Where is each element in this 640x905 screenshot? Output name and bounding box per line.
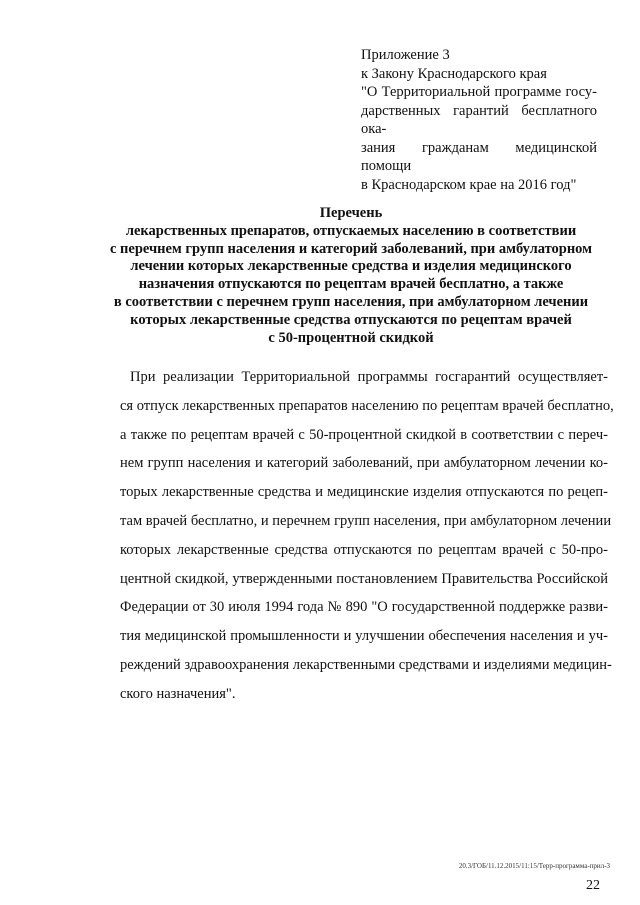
title-line: которых лекарственные средства отпускаются по рецептам врачей <box>130 311 572 328</box>
body-line: При реализации Территориальной программы госгарантий осуществляет- <box>130 369 608 385</box>
appendix-line: "О Территориальной программе госу- <box>361 84 597 100</box>
document-title <box>86 205 616 347</box>
body-line: реждений здравоохранения лекарственными средствами и изделиями медицин- <box>120 656 612 673</box>
title-line: лекарственных препаратов, отпускаемых населению в соответствии <box>125 222 577 239</box>
title-line: с 50-процентной скидкой <box>268 329 434 346</box>
title-line: лечении которых лекарственные средства и изделия медицинского <box>130 258 572 275</box>
body-line: торых лекарственные средства и медицинские изделия отпускаются по рецеп- <box>120 484 608 501</box>
appendix-line: зания гражданам медицинской помощи <box>361 139 597 174</box>
body-line: которых лекарственные средства отпускаются по рецептам врачей с 50-про- <box>120 541 608 558</box>
appendix-line: Приложение 3 <box>361 47 450 63</box>
body-line: там врачей бесплатно, и перечнем групп населения, при амбулаторном лечении <box>120 512 612 529</box>
title-line: назначения отпускаются по рецептам врачей бесплатно, а также <box>138 276 564 293</box>
title-line: в соответствии с перечнем групп населения, при амбулаторном лечении <box>113 293 589 310</box>
appendix-line: в Краснодарском крае на 2016 год" <box>361 176 577 193</box>
page-number: 22 <box>586 878 600 893</box>
body-line: тия медицинской промышленности и улучшении обеспечения населения и уч- <box>120 628 608 645</box>
title-line: Перечень <box>319 205 383 221</box>
appendix-line: дарственных гарантий бесплатного ока- <box>361 102 597 137</box>
body-paragraph <box>120 363 614 709</box>
body-line: а также по рецептам врачей с 50-процентной скидкой в соответствии с переч- <box>120 426 608 443</box>
body-line: ся отпуск лекарственных препаратов населению по рецептам врачей бесплатно, <box>120 397 614 414</box>
title-line: с перечнем групп населения и категорий заболеваний, при амбулаторном <box>109 240 593 257</box>
document-code: 20.3/ГОБ/11.12.2015/11:15/Терр-программа-прил-3 <box>458 862 610 870</box>
appendix-line: к Закону Краснодарского края <box>361 65 547 82</box>
body-line: ского назначения". <box>120 685 236 702</box>
body-line: центной скидкой, утвержденными постановлением Правительства Российской <box>120 570 608 587</box>
body-line: Федерации от 30 июля 1994 года № 890 "О государственной поддержке разви- <box>120 599 608 616</box>
body-line: нем групп населения и категорий заболеваний, при амбулаторном лечении ко- <box>120 455 608 472</box>
appendix-header <box>361 46 597 194</box>
